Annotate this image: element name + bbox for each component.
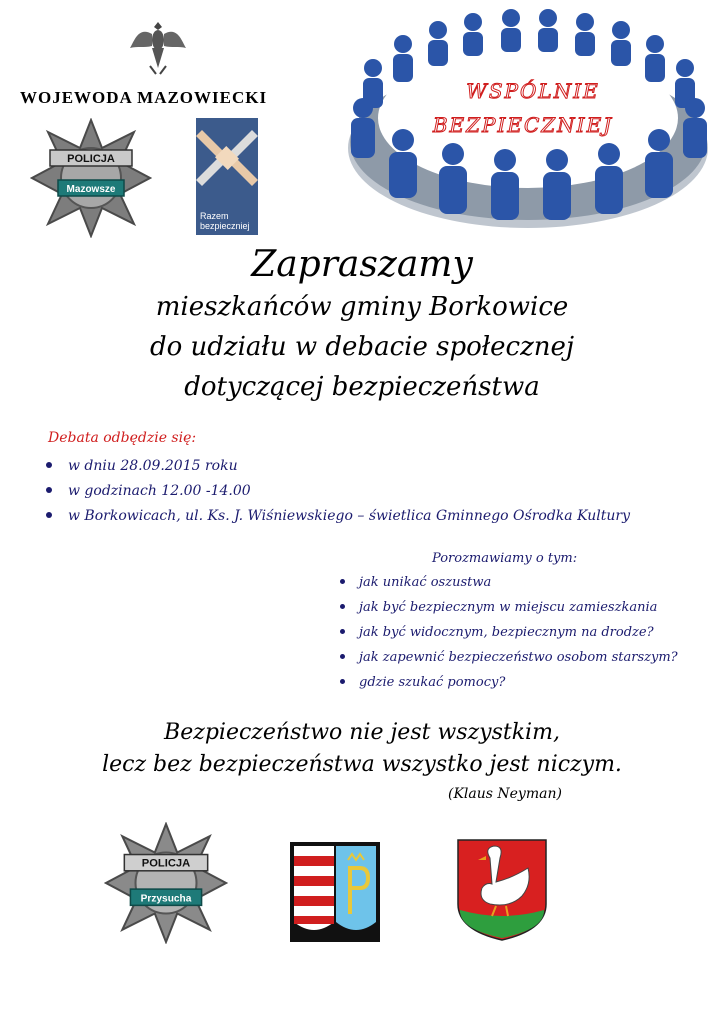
list-item <box>338 570 678 595</box>
debate-details-list <box>42 454 630 529</box>
detail-date: w dniu 28.09.2015 roku <box>68 458 238 474</box>
bullet-icon <box>340 679 345 684</box>
bullet-icon <box>340 579 345 584</box>
badge-top-label: POLICJA <box>67 153 115 165</box>
handshake-icon <box>196 118 258 198</box>
badge-top-label: POLICJA <box>141 857 191 870</box>
list-item <box>42 454 630 479</box>
circle-of-people-illustration <box>343 8 713 238</box>
circle-slogan-line2: BEZPIECZNIEJ <box>432 113 614 137</box>
topic-text: jak być widocznym, bezpiecznym na drodze? <box>359 625 654 640</box>
badge-bottom-label: Przysucha <box>140 893 192 905</box>
police-badge-przysucha <box>104 822 228 944</box>
list-item <box>338 645 678 670</box>
invite-line-1: mieszkańców gminy Borkowice <box>155 292 569 322</box>
topic-text: jak unikać oszustwa <box>359 575 492 590</box>
detail-hours: w godzinach 12.00 -14.00 <box>68 483 251 499</box>
debate-details-label: Debata odbędzie się: <box>48 430 197 446</box>
bullet-icon <box>46 487 52 493</box>
topics-list <box>338 570 678 695</box>
badge-bottom-label: Mazowsze <box>66 184 116 195</box>
list-item <box>338 670 678 695</box>
circle-slogan-line1: WSPÓLNIE <box>466 79 600 103</box>
detail-location: w Borkowicach, ul. Ks. J. Wiśniewskiego – świetlica Gminnego Ośrodka Kultury <box>68 508 630 524</box>
list-item <box>338 595 678 620</box>
topic-text: gdzie szukać pomocy? <box>359 675 506 690</box>
list-item <box>338 620 678 645</box>
eagle-emblem-icon <box>128 18 188 76</box>
topic-text: jak być bezpiecznym w miejscu zamieszkania <box>359 600 658 615</box>
razem-bezpieczniej-logo <box>196 118 258 235</box>
bullet-icon <box>340 604 345 609</box>
topics-label: Porozmawiamy o tym: <box>432 551 578 566</box>
borkowice-swan-coat-of-arms-icon <box>456 838 548 942</box>
quote-line-2: lecz bez bezpieczeństwa wszystko jest niczym. <box>102 752 622 777</box>
quote-line-1: Bezpieczeństwo nie jest wszystkim, <box>164 720 560 745</box>
razem-logo-text: Razem bezpieczniej <box>200 211 250 231</box>
list-item <box>42 504 630 529</box>
police-badge-mazowsze <box>30 118 152 238</box>
bullet-icon <box>46 462 52 468</box>
invite-line-3: dotyczącej bezpieczeństwa <box>184 372 540 402</box>
voivode-title: WOJEWODA MAZOWIECKI <box>20 88 268 107</box>
quote-author: (Klaus Neyman) <box>448 786 562 802</box>
list-item <box>42 479 630 504</box>
county-coat-of-arms-icon <box>290 842 380 942</box>
topic-text: jak zapewnić bezpieczeństwo osobom starszym? <box>359 650 678 665</box>
bullet-icon <box>340 654 345 659</box>
bullet-icon <box>340 629 345 634</box>
invite-line-2: do udziału w debacie społecznej <box>149 332 575 362</box>
invite-title: Zapraszamy <box>251 244 473 285</box>
bullet-icon <box>46 512 52 518</box>
